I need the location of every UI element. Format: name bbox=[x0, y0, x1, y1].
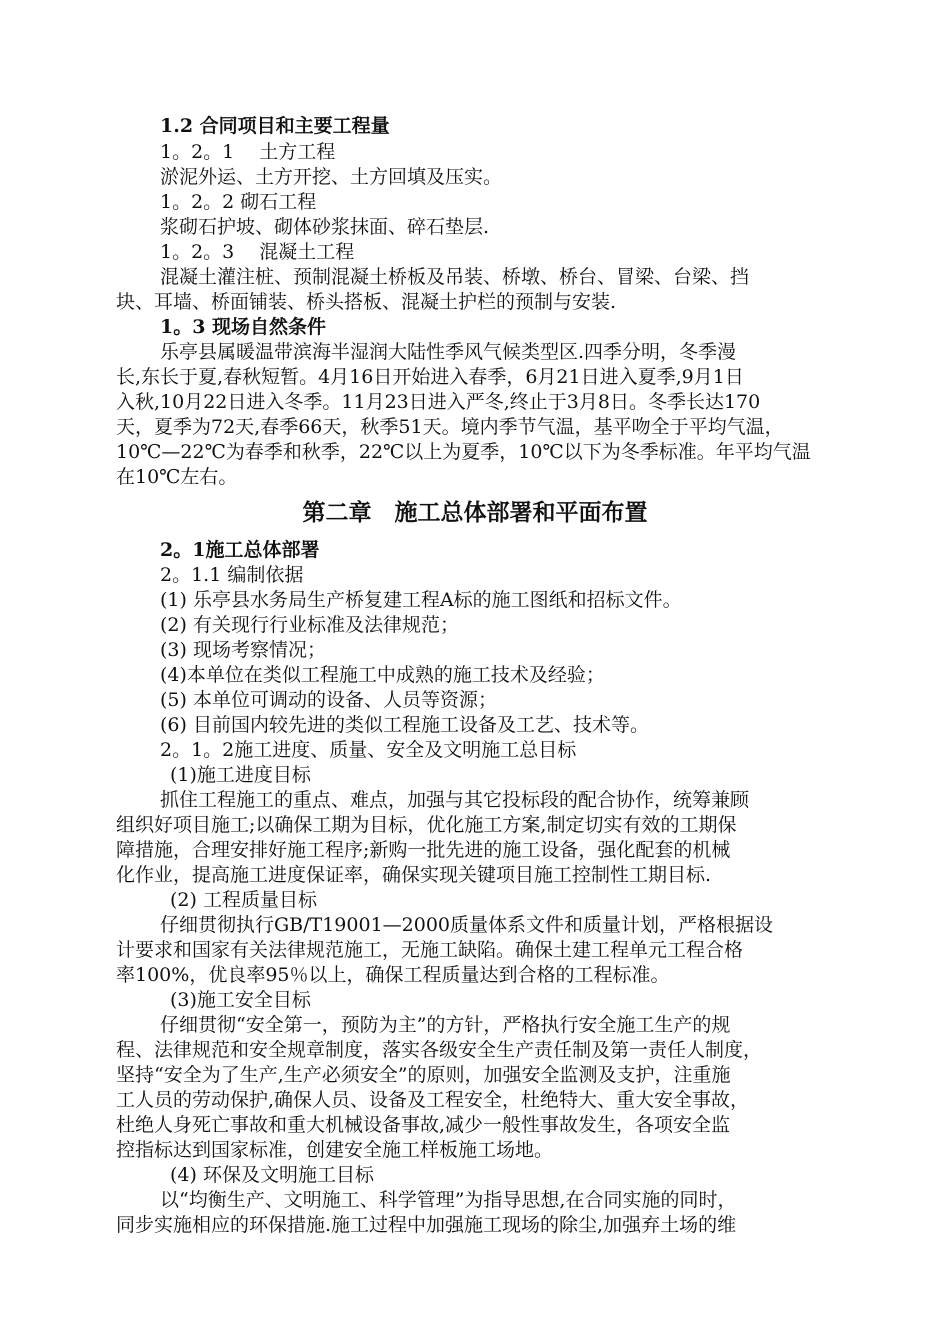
text-line: 混凝土灌注桩、预制混凝土桥板及吊装、桥墩、桥台、冒梁、台梁、挡 bbox=[160, 266, 750, 288]
text-line: 在10℃左右。 bbox=[116, 466, 238, 488]
section-heading: 1。3 现场自然条件 bbox=[160, 316, 327, 338]
text-line: 天，夏季为72天,春季66天，秋季51天。境内季节气温，基平吻全于平均气温， bbox=[116, 416, 784, 438]
text-line: (4) 环保及文明施工目标 bbox=[170, 1164, 374, 1186]
text-line: 1。2。1 土方工程 bbox=[160, 141, 336, 163]
text-line: 抓住工程施工的重点、难点，加强与其它投标段的配合协作，统筹兼顾 bbox=[160, 789, 750, 811]
text-line: 乐亭县属暖温带滨海半湿润大陆性季风气候类型区.四季分明，冬季漫 bbox=[160, 341, 737, 363]
text-line: 障措施，合理安排好施工程序;新购一批先进的施工设备，强化配套的机械 bbox=[116, 839, 731, 861]
text-line: (4)本单位在类似工程施工中成熟的施工技术及经验； bbox=[160, 664, 605, 686]
text-line: (1)施工进度目标 bbox=[170, 764, 311, 786]
text-line: 长,东长于夏,春秋短暂。4月16日开始进入春季，6月21日进入夏季,9月1日 bbox=[116, 366, 744, 388]
text-line: (2) 有关现行行业标准及法律规范； bbox=[160, 614, 459, 636]
text-line: 控指标达到国家标准，创建安全施工样板施工场地。 bbox=[116, 1139, 554, 1161]
text-line: 化作业，提高施工进度保证率，确保实现关键项目施工控制性工期目标. bbox=[116, 864, 712, 886]
text-line: 率100%，优良率95％以上，确保工程质量达到合格的工程标准。 bbox=[116, 964, 670, 986]
text-line: 仔细贯彻“安全第一，预防为主”的方针，严格执行安全施工生产的规 bbox=[160, 1014, 731, 1036]
text-line: 计要求和国家有关法律规范施工，无施工缺陷。确保土建工程单元工程合格 bbox=[116, 939, 744, 961]
text-line: (2) 工程质量目标 bbox=[170, 889, 317, 911]
text-line: 1。2。3 混凝土工程 bbox=[160, 241, 355, 263]
text-line: 组织好项目施工;以确保工期为目标，优化施工方案,制定切实有效的工期保 bbox=[116, 814, 737, 836]
chapter-title: 第二章 施工总体部署和平面布置 bbox=[302, 500, 648, 526]
text-line: 浆砌石护坡、砌体砂浆抹面、碎石垫层. bbox=[160, 216, 490, 238]
text-line: 程、法律规范和安全规章制度，落实各级安全生产责任制及第一责任人制度， bbox=[116, 1039, 763, 1061]
text-line: (6) 目前国内较先进的类似工程施工设备及工艺、技术等。 bbox=[160, 714, 649, 736]
text-line: 入秋,10月22日进入冬季。11月23日进入严冬,终止于3月8日。冬季长达170 bbox=[116, 391, 761, 413]
text-line: 坚持“安全为了生产,生产必须安全”的原则，加强安全监测及支护，注重施 bbox=[116, 1064, 731, 1086]
text-line: 2。1。2施工进度、质量、安全及文明施工总目标 bbox=[160, 739, 577, 761]
section-heading: 2。1施工总体部署 bbox=[160, 539, 320, 561]
text-line: (5) 本单位可调动的设备、人员等资源； bbox=[160, 689, 497, 711]
text-line: 杜绝人身死亡事故和重大机械设备事故,减少一般性事故发生，各项安全监 bbox=[116, 1114, 731, 1136]
text-line: (1) 乐亭县水务局生产桥复建工程A标的施工图纸和招标文件。 bbox=[160, 589, 682, 611]
text-line: (3) 现场考察情况； bbox=[160, 639, 326, 661]
text-line: 10℃—22℃为春季和秋季，22℃以上为夏季，10℃以下为冬季标准。年平均气温 bbox=[116, 441, 811, 463]
text-line: 块、耳墙、桥面铺装、桥头搭板、混凝土护栏的预制与安装. bbox=[116, 291, 617, 313]
text-line: 仔细贯彻执行GB/T19001—2000质量体系文件和质量计划，严格根据设 bbox=[160, 914, 774, 936]
text-line: 1。2。2 砌石工程 bbox=[160, 191, 317, 213]
text-line: (3)施工安全目标 bbox=[170, 989, 311, 1011]
section-heading: 1.2 合同项目和主要工程量 bbox=[160, 115, 390, 137]
text-line: 淤泥外运、土方开挖、土方回填及压实。 bbox=[160, 166, 503, 188]
text-line: 同步实施相应的环保措施.施工过程中加强施工现场的除尘,加强弃土场的维 bbox=[116, 1214, 737, 1236]
text-line: 2。1.1 编制依据 bbox=[160, 564, 304, 586]
text-line: 工人员的劳动保护,确保人员、设备及工程安全，杜绝特大、重大安全事故， bbox=[116, 1089, 750, 1111]
text-line: 以“均衡生产、文明施工、科学管理”为指导思想,在合同实施的同时， bbox=[160, 1189, 737, 1211]
